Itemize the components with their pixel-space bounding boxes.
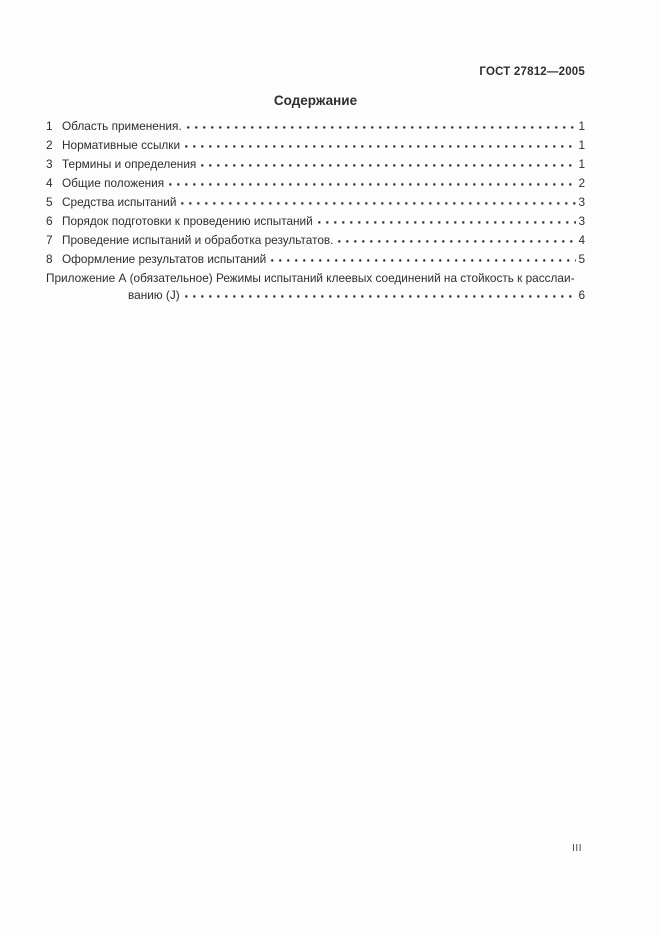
toc-entry-number: 8	[46, 252, 53, 266]
toc-entry	[46, 193, 585, 212]
toc-entry	[46, 136, 585, 155]
toc-entry-number: 4	[46, 176, 53, 190]
document-header-code: ГОСТ 27812—2005	[479, 66, 585, 78]
toc-entry	[46, 212, 585, 231]
toc-entry-page: 6	[578, 288, 585, 302]
toc-entry-number: 3	[46, 157, 53, 171]
toc-appendix-line2	[46, 287, 585, 304]
toc-appendix-entry	[46, 270, 585, 304]
toc-entry-page: 1	[578, 119, 585, 133]
page-number: III	[572, 843, 582, 854]
toc-entry-page: 4	[578, 233, 585, 247]
toc-entry-label: Область применения.	[62, 119, 182, 133]
toc-appendix-line1: Приложение А (обязательное) Режимы испытаний клеевых соединений на стойкость к расслаи-	[46, 271, 575, 285]
toc-entry-label: Термины и определения	[62, 157, 197, 171]
toc-entry-page: 3	[578, 195, 585, 209]
toc-entry-page: 1	[578, 138, 585, 152]
table-of-contents	[46, 117, 585, 304]
dot-leader	[338, 233, 576, 244]
toc-entry-page: 1	[578, 157, 585, 171]
toc-entry-number: 2	[46, 138, 53, 152]
toc-entry	[46, 231, 585, 250]
toc-entry-label: Нормативные ссылки	[62, 138, 181, 152]
dot-leader	[201, 157, 576, 168]
dot-leader	[169, 176, 576, 187]
dot-leader	[181, 195, 576, 206]
toc-entry-page: 3	[578, 214, 585, 228]
toc-appendix-continuation: ванию (J)	[128, 288, 180, 302]
page-title: Содержание	[273, 93, 358, 108]
dot-leader	[185, 288, 577, 299]
toc-entry	[46, 174, 585, 193]
toc-entry	[46, 155, 585, 174]
dot-leader	[318, 214, 577, 225]
toc-entry-label: Оформление результатов испытаний	[62, 252, 267, 266]
toc-entry	[46, 250, 585, 269]
toc-entry-label: Порядок подготовки к проведению испытаний	[62, 214, 313, 228]
toc-entry	[46, 117, 585, 136]
toc-entry-label: Средства испытаний	[62, 195, 177, 209]
dot-leader	[185, 138, 576, 149]
dot-leader	[271, 252, 576, 263]
toc-entry-number: 6	[46, 214, 53, 228]
toc-entry-number: 7	[46, 233, 53, 247]
toc-entry-number: 1	[46, 119, 53, 133]
toc-entry-label: Общие положения	[62, 176, 165, 190]
dot-leader	[187, 119, 577, 130]
content-area	[46, 93, 585, 304]
toc-entry-label: Проведение испытаний и обработка результатов.	[62, 233, 334, 247]
toc-entry-number: 5	[46, 195, 53, 209]
toc-entry-page: 2	[578, 176, 585, 190]
toc-entry-page: 5	[578, 252, 585, 266]
